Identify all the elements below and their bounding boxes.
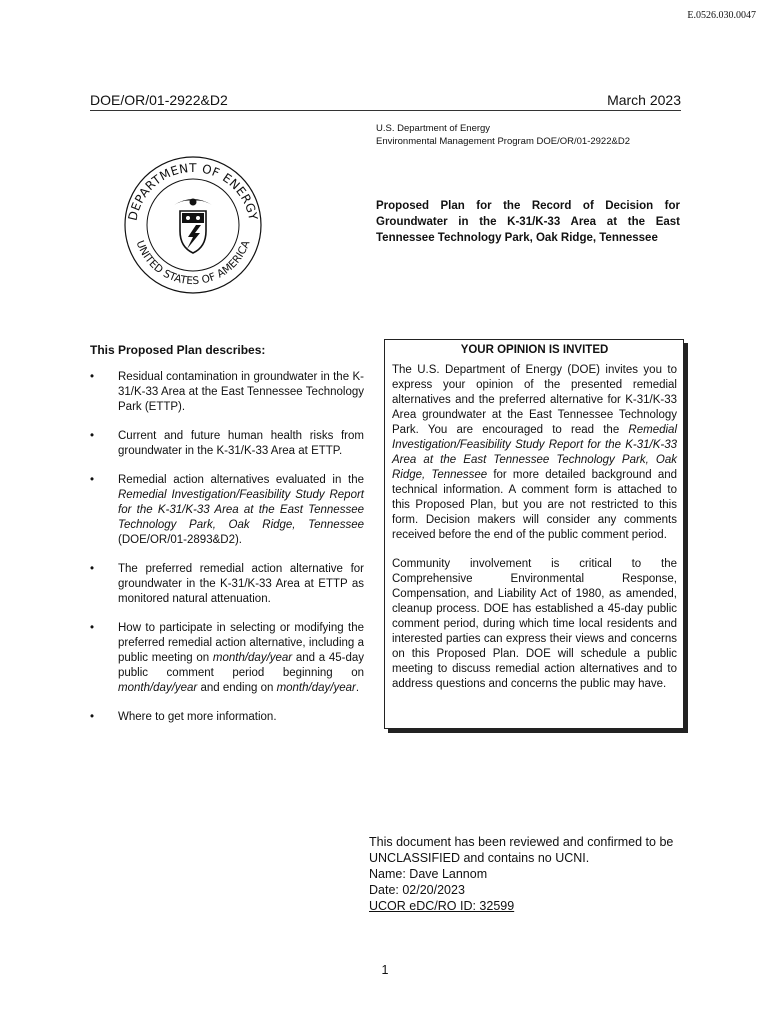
describes-heading: This Proposed Plan describes:	[90, 343, 266, 357]
org-line-1: U.S. Department of Energy	[376, 123, 491, 134]
list-item: • Residual contamination in groundwater in the K-31/K-33 Area at the East Tennessee Technology Park (ETTP).	[90, 370, 364, 415]
eagle-shield-icon	[174, 199, 212, 254]
seal-top-text: DEPARTMENT OF ENERGY	[125, 160, 261, 222]
review-line-1: This document has been reviewed and confirmed to be	[369, 835, 674, 849]
page-number: 1	[381, 963, 389, 977]
review-stamp	[369, 834, 673, 914]
opinion-paragraph-2: Community involvement is critical to the Comprehensive Environmental Response, Compensation, and Liability Act of 1980, as amended, cleanup process. DOE has established a 45-day public comment period, during which time local residents and interested parties can express their views and concerns on this Proposed Plan. DOE will schedule a public meeting to discuss remedial action alternatives and to address questions and concerns the public may have.	[392, 558, 677, 690]
opinion-box	[384, 339, 684, 729]
org-line-2: Environmental Management Program DOE/OR/01-2922&D2	[376, 136, 630, 147]
review-line-2: UNCLASSIFIED and contains no UCNI.	[369, 851, 590, 865]
doc-date: March 2023	[607, 92, 681, 108]
doc-number: DOE/OR/01-2922&D2	[90, 92, 228, 108]
organization-block	[376, 122, 630, 148]
list-item: • Where to get more information.	[90, 710, 364, 725]
document-title: Proposed Plan for the Record of Decision for Groundwater in the K-31/K-33 Area at the East Tennessee Technology Park, Oak Ridge, Tennessee	[376, 200, 680, 244]
document-header	[90, 92, 681, 111]
list-item: • Current and future human health risks from groundwater in the K-31/K-33 Area at ETTP.	[90, 429, 364, 459]
list-item: • How to participate in selecting or modifying the preferred remedial action alternative, including a public meeting on month/day/year and a 45-day public comment period beginning on month/day/year and ending on month/day/year.	[90, 621, 364, 696]
opinion-paragraph-1: The U.S. Department of Energy (DOE) invites you to express your opinion of the presented remedial alternatives and the preferred alternative for K-31/K-33 Area groundwater at the East Tennessee Technology Park. You are encouraged to read the Remedial Investigation/Feasibility Study Report for the K-31/K-33 Area at the East Tennessee Technology Park, Oak Ridge, Tennessee for more detailed background and technical information. A comment form is attached to this Proposed Plan, but you are not restricted to this form. Decision makers will consider any comments received before the end of the public comment period.	[392, 364, 678, 541]
opinion-title: YOUR OPINION IS INVITED	[460, 344, 609, 356]
describes-list	[90, 370, 364, 739]
doe-seal-icon	[112, 153, 274, 295]
list-item: • Remedial action alternatives evaluated in the Remedial Investigation/Feasibility Study Report for the K-31/K-33 Area at the East Tennessee Technology Park, Oak Ridge, Tennessee (DOE/OR/01-2893&D2).	[90, 473, 364, 548]
report-title-italic: Remedial Investigation/Feasibility Study Report for the K-31/K-33 Area at the East Tennessee Technology Park, Oak Ridge, Tennessee	[118, 489, 364, 531]
review-ucor-id: UCOR eDC/RO ID: 32599	[369, 899, 515, 913]
review-name: Name: Dave Lannom	[369, 867, 488, 881]
review-date: Date: 02/20/2023	[369, 883, 465, 897]
seal-bottom-text: UNITED STATES OF AMERICA	[133, 238, 253, 288]
list-item: • The preferred remedial action alternative for groundwater in the K-31/K-33 Area at ETTP as monitored natural attenuation.	[90, 562, 364, 607]
page-id: E.0526.030.0047	[687, 10, 756, 21]
